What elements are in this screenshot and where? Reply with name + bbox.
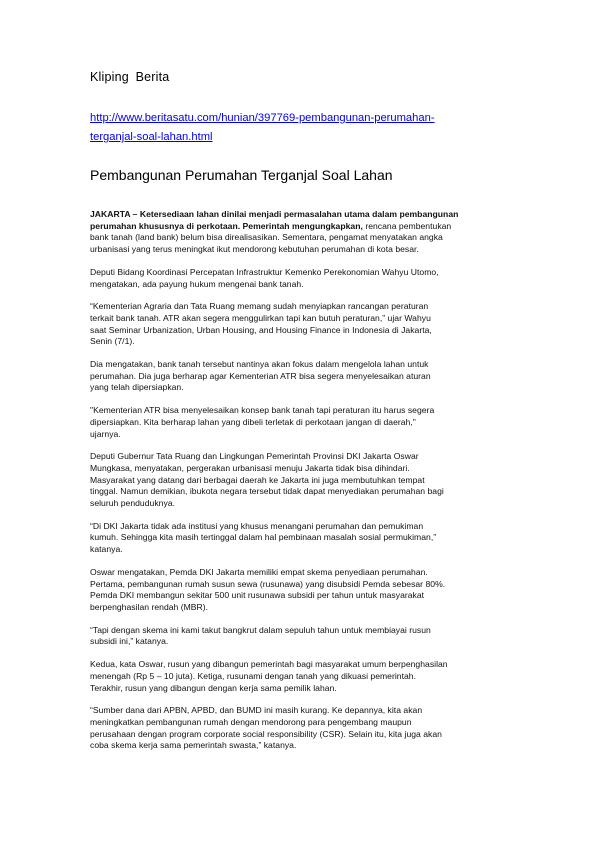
source-url-line-2: terganjal-soal-lahan.html <box>90 131 213 143</box>
article-paragraph <box>90 567 510 614</box>
lead-paragraph <box>90 209 510 256</box>
kliping-berita-heading: Kliping Berita <box>90 70 170 84</box>
paragraph-line: subsidi ini,” katanya. <box>90 636 169 647</box>
lead-inline-text: rencana pembentukan <box>362 220 452 231</box>
paragraph-line: Deputi Bidang Koordinasi Percepatan Infrastruktur Kemenko Perekonomian Wahyu Utomo, <box>90 266 439 277</box>
lead-mixed-line <box>90 221 510 233</box>
paragraph-line: Deputi Gubernur Tata Ruang dan Lingkungan Pemerintah Provinsi DKI Jakarta Oswar <box>90 451 419 462</box>
article-paragraph <box>90 659 510 694</box>
paragraph-line: “Tapi dengan skema ini kami takut bangkrut dalam sepuluh tahun untuk membiayai rusun <box>90 624 431 635</box>
paragraph-line: tinggal. Namun demikian, ibukota negara tersebut tidak dapat menyediakan perumahan bagi <box>90 486 444 497</box>
paragraph-line: “Sumber dana dari APBN, APBD, dan BUMD ini masih kurang. Ke depannya, kita akan <box>90 705 423 716</box>
paragraph-line: mengatakan, ada payung hukum mengenai bank tanah. <box>90 278 304 289</box>
paragraph-line: dipersiapkan. Kita berharap lahan yang dibeli terletak di perkotaan jangan di daerah," <box>90 416 416 427</box>
paragraph-line: Mungkasa, menyatakan, pergerakan urbanisasi menuju Jakarta tidak bisa dihindari. <box>90 462 410 473</box>
article-paragraph <box>90 359 510 394</box>
article-paragraph <box>90 625 510 648</box>
paragraph-line: Dia mengatakan, bank tanah tersebut nantinya akan fokus dalam mengelola lahan untuk <box>90 359 429 370</box>
paragraph-line: katanya. <box>90 544 123 555</box>
paragraph-line: kumuh. Sehingga kita masih tertinggal dalam hal pembinaan masalah sosial permukiman,” <box>90 532 437 543</box>
paragraph-line: meningkatkan pembangunan rumah dengan mendorong para pengembang maupun <box>90 716 412 727</box>
article-paragraphs <box>90 267 510 752</box>
paragraph-line: Pertama, pembangunan rumah susun sewa (rusunawa) yang disubsidi Pemda sebesar 80%. <box>90 578 446 589</box>
paragraph-line: “Kementerian Agraria dan Tata Ruang memang sudah menyiapkan rancangan peraturan <box>90 301 429 312</box>
article-paragraph <box>90 301 510 348</box>
paragraph-line: ujarnya. <box>90 428 121 439</box>
paragraph-line: coba skema kerja sama pemerintah swasta,” katanya. <box>90 740 297 751</box>
lead-bold-line: JAKARTA – Ketersediaan lahan dinilai menjadi permasalahan utama dalam pembangunan <box>90 209 459 219</box>
lead-bold-line: perumahan khususnya di perkotaan. Pemerintah mengungkapkan, <box>90 220 363 231</box>
paragraph-line: saat Seminar Urbanization, Urban Housing, and Housing Finance in Indonesia di Jakarta, <box>90 324 432 335</box>
paragraph-line: "Kementerian ATR bisa menyelesaikan konsep bank tanah tapi peraturan itu harus segera <box>90 405 435 416</box>
paragraph-line: Senin (7/1). <box>90 336 135 347</box>
lead-line: urbanisasi yang terus meningkat ikut mendorong kebutuhan perumahan di kota besar. <box>90 244 419 255</box>
paragraph-line: Pemda DKI membangun sekitar 500 unit rusunawa subsidi per tahun untuk masyarakat <box>90 590 425 601</box>
paragraph-line: terkait bank tanah. ATR akan segera menggulirkan tapi kan butuh peraturan,” ujar Wahyu <box>90 312 431 323</box>
article-paragraph <box>90 521 510 556</box>
article-paragraph <box>90 451 510 510</box>
paragraph-line: menengah (Rp 5 – 10 juta). Ketiga, rusunami dengan tanah yang dikuasi pemerintah. <box>90 670 417 681</box>
article-title: Pembangunan Perumahan Terganjal Soal Lahan <box>90 167 393 183</box>
paragraph-line: Terakhir, rusun yang dibangun dengan kerja sama pemilik lahan. <box>90 682 337 693</box>
source-url-link[interactable] <box>90 109 490 147</box>
paragraph-line: Kedua, kata Oswar, rusun yang dibangun pemerintah bagi masyarakat umum berpenghasilan <box>90 659 448 670</box>
article-paragraph <box>90 705 510 752</box>
paragraph-line: berpenghasilan rendah (MBR). <box>90 601 209 612</box>
paragraph-line: Masyarakat yang datang dari berbagai daerah ke Jakarta ini juga membutuhkan tempat <box>90 474 425 485</box>
source-url-line-1: http://www.beritasatu.com/hunian/397769-pembangunan-perumahan- <box>90 112 435 124</box>
paragraph-line: “Di DKI Jakarta tidak ada institusi yang khusus menangani perumahan dan pemukiman <box>90 520 424 531</box>
paragraph-line: Oswar mengatakan, Pemda DKI Jakarta memiliki empat skema penyediaan perumahan. <box>90 566 428 577</box>
lead-line: bank tanah (land bank) belum bisa direalisasikan. Sementara, pengamat menyatakan angka <box>90 232 443 243</box>
paragraph-line: perusahaan dengan program corporate social responsibility (CSR). Selain itu, kita juga akan <box>90 728 442 739</box>
article-body <box>90 209 510 763</box>
paragraph-line: perumahan. Dia juga berharap agar Kementerian ATR bisa segera menyelesaikan aturan <box>90 370 431 381</box>
paragraph-line: yang telah dipersiapkan. <box>90 382 184 393</box>
paragraph-line: seluruh penduduknya. <box>90 498 175 509</box>
article-paragraph <box>90 405 510 440</box>
article-paragraph <box>90 267 510 290</box>
